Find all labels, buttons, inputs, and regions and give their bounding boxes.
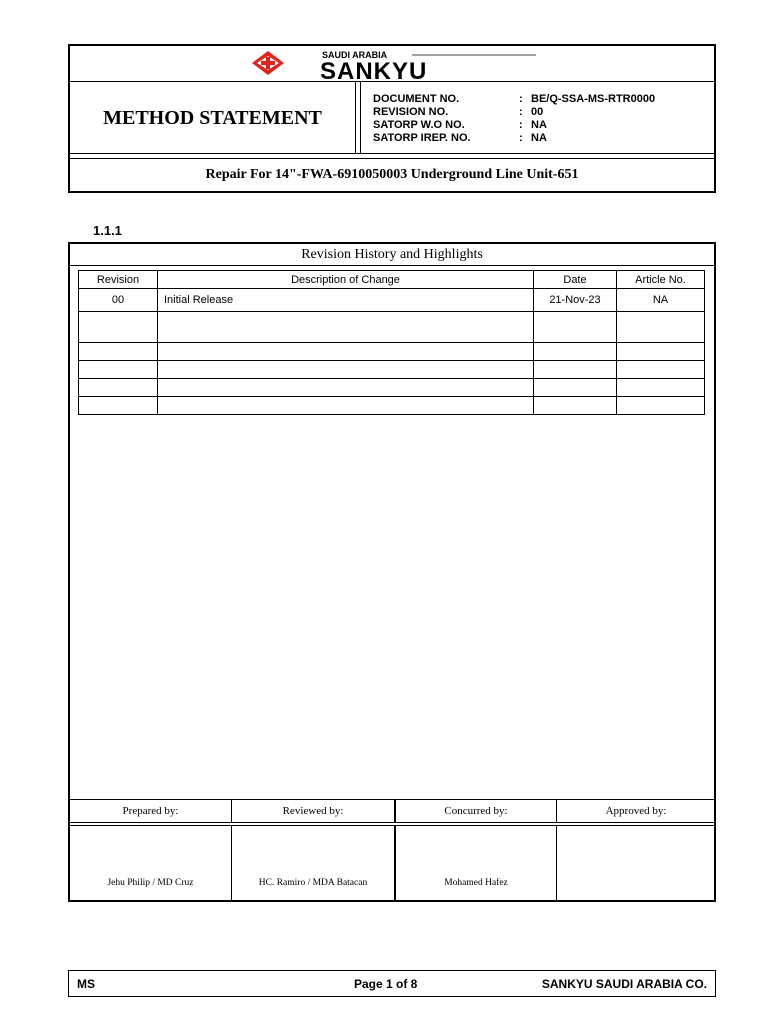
revision-history-table: [78, 270, 705, 415]
signature-header-row: [70, 799, 714, 823]
concurred-by-label: Concurred by:: [395, 800, 557, 822]
document-meta: [360, 82, 714, 154]
table-cell: [158, 312, 534, 343]
meta-satorp-wo-no: SATORP W.O NO. : NA: [373, 119, 547, 131]
table-row: [79, 361, 705, 379]
table-cell: [617, 312, 705, 343]
table-cell: NA: [617, 289, 705, 312]
table-row: [79, 379, 705, 397]
table-cell: [617, 343, 705, 361]
table-cell: [79, 397, 158, 415]
logo-brand-text: SANKYU: [320, 58, 428, 81]
column-header: Revision: [79, 271, 158, 289]
sankyu-logo: [252, 47, 542, 81]
column-header: Article No.: [617, 271, 705, 289]
table-cell: [534, 379, 617, 397]
page-number: Page 1 of 8: [354, 977, 418, 991]
table-cell: Initial Release: [158, 289, 534, 312]
concurred-by-name: Mohamed Hafez: [444, 878, 508, 888]
table-row: [79, 343, 705, 361]
table-row: [79, 289, 705, 312]
approved-by-signature: [556, 826, 715, 901]
revision-history-title: Revision History and Highlights: [70, 244, 714, 266]
table-cell: [158, 397, 534, 415]
reviewed-by-label: Reviewed by:: [231, 800, 395, 822]
title-row: [70, 82, 714, 154]
approved-by-label: Approved by:: [556, 800, 715, 822]
table-cell: [79, 343, 158, 361]
table-cell: [534, 361, 617, 379]
section-number: 1.1.1: [93, 223, 122, 238]
signature-row: [70, 825, 714, 900]
table-cell: [79, 312, 158, 343]
table-cell: [534, 312, 617, 343]
table-cell: [158, 361, 534, 379]
prepared-by-signature: [70, 826, 232, 901]
table-cell: [534, 343, 617, 361]
prepared-by-name: Jehu Philip / MD Cruz: [107, 878, 194, 888]
sankyu-emblem-icon: [252, 51, 284, 75]
table-cell: [534, 397, 617, 415]
column-header: Description of Change: [158, 271, 534, 289]
table-cell: [617, 361, 705, 379]
table-cell: 21-Nov-23: [534, 289, 617, 312]
logo-region-text: SAUDI ARABIA: [322, 50, 388, 60]
logo-row: [70, 46, 714, 82]
table-cell: 00: [79, 289, 158, 312]
table-cell: [617, 379, 705, 397]
reviewed-by-signature: [231, 826, 395, 901]
table-row: [79, 397, 705, 415]
concurred-by-signature: [395, 826, 557, 901]
table-cell: [79, 361, 158, 379]
meta-satorp-irep-no: SATORP IREP. NO. : NA: [373, 132, 547, 144]
meta-document-no: DOCUMENT NO. : BE/Q-SSA-MS-RTR0000: [373, 93, 656, 105]
reviewed-by-name: HC. Ramiro / MDA Batacan: [258, 878, 368, 888]
footer-company: SANKYU SAUDI ARABIA CO.: [541, 977, 707, 991]
table-cell: [79, 379, 158, 397]
table-cell: [617, 397, 705, 415]
column-header: Date: [534, 271, 617, 289]
footer-doc-type: MS: [77, 977, 95, 991]
page-footer: [68, 970, 716, 997]
document-title: METHOD STATEMENT: [70, 82, 356, 154]
table-row: [79, 312, 705, 343]
table-cell: [158, 379, 534, 397]
document-header: [68, 44, 716, 193]
table-header-row: [79, 271, 705, 289]
revision-history-section: [68, 242, 716, 902]
document-subject: Repair For 14"-FWA-6910050003 Underground Line Unit-651: [70, 158, 714, 191]
meta-revision-no: REVISION NO. : 00: [373, 106, 544, 118]
prepared-by-label: Prepared by:: [70, 800, 232, 822]
table-cell: [158, 343, 534, 361]
